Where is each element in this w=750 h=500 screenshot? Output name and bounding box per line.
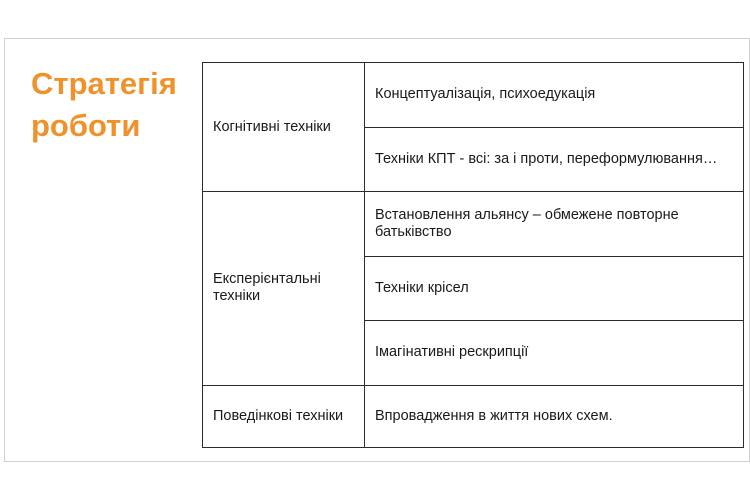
presentation-slide	[4, 38, 750, 462]
category-cell-behavioral: Поведінкові техніки	[203, 385, 365, 448]
technique-cell: Концептуалізація, психоедукація	[365, 63, 744, 128]
category-cell-experiential: Експерієнтальні техніки	[203, 192, 365, 386]
table-row	[203, 192, 744, 257]
slide-title-line-1: Стратегія	[31, 66, 177, 101]
technique-cell: Впровадження в життя нових схем.	[365, 385, 744, 448]
table-row	[203, 63, 744, 128]
category-cell-cognitive: Когнітивні техніки	[203, 63, 365, 192]
bottom-bar	[0, 462, 750, 500]
technique-cell: Техніки КПТ - всі: за і проти, переформулювання…	[365, 127, 744, 192]
top-bar	[0, 0, 750, 38]
strategy-table	[202, 62, 744, 448]
technique-cell: Імагінативні рескрипції	[365, 321, 744, 386]
slide-title-line-2: роботи	[31, 108, 141, 143]
technique-cell: Встановлення альянсу – обмежене повторне батьківство	[365, 192, 744, 257]
table-row	[203, 385, 744, 448]
slide-title	[31, 63, 201, 147]
technique-cell: Техніки крісел	[365, 256, 744, 321]
